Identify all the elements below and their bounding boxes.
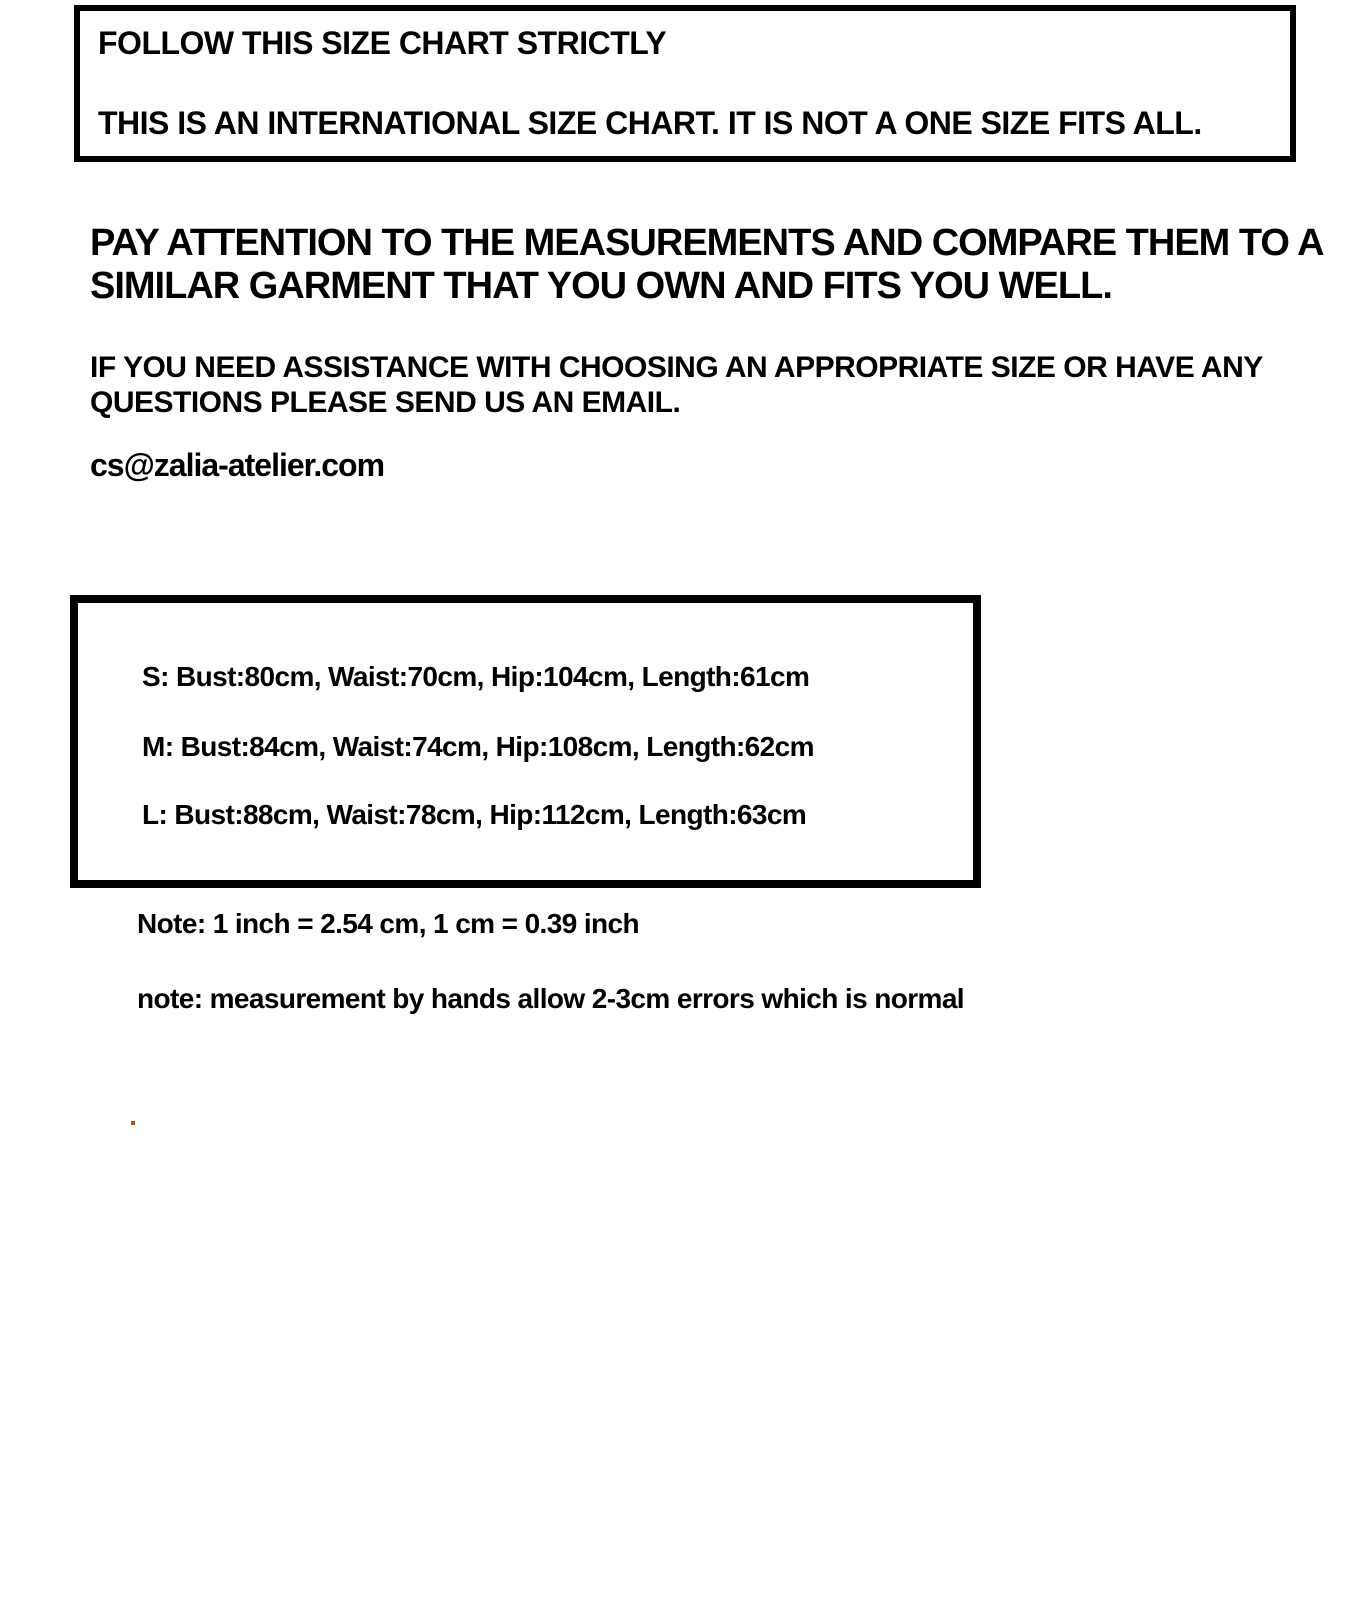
note-unit-conversion: Note: 1 inch = 2.54 cm, 1 cm = 0.39 inch — [137, 908, 640, 939]
stray-dot — [131, 1121, 135, 1125]
follow-chart-heading: FOLLOW THIS SIZE CHART STRICTLY — [98, 25, 667, 61]
contact-email: cs@zalia-atelier.com — [90, 447, 385, 483]
international-chart-heading: THIS IS AN INTERNATIONAL SIZE CHART. IT IS NOT A ONE SIZE FITS ALL. — [98, 105, 1202, 141]
assistance-paragraph-line2: QUESTIONS PLEASE SEND US AN EMAIL. — [90, 386, 681, 419]
note-measurement-tolerance: note: measurement by hands allow 2-3cm errors which is normal — [137, 983, 964, 1014]
attention-paragraph-line2: SIMILAR GARMENT THAT YOU OWN AND FITS YOU WELL. — [90, 265, 1112, 307]
size-chart-box — [70, 595, 981, 888]
assistance-paragraph-line1: IF YOU NEED ASSISTANCE WITH CHOOSING AN APPROPRIATE SIZE OR HAVE ANY — [90, 351, 1263, 384]
size-chart-warning-box — [74, 5, 1296, 162]
size-row-l: L: Bust:88cm, Waist:78cm, Hip:112cm, Length:63cm — [142, 799, 807, 830]
size-row-s: S: Bust:80cm, Waist:70cm, Hip:104cm, Length:61cm — [142, 661, 810, 692]
attention-paragraph-line1: PAY ATTENTION TO THE MEASUREMENTS AND COMPARE THEM TO A — [90, 222, 1324, 264]
size-row-m: M: Bust:84cm, Waist:74cm, Hip:108cm, Length:62cm — [142, 731, 814, 762]
